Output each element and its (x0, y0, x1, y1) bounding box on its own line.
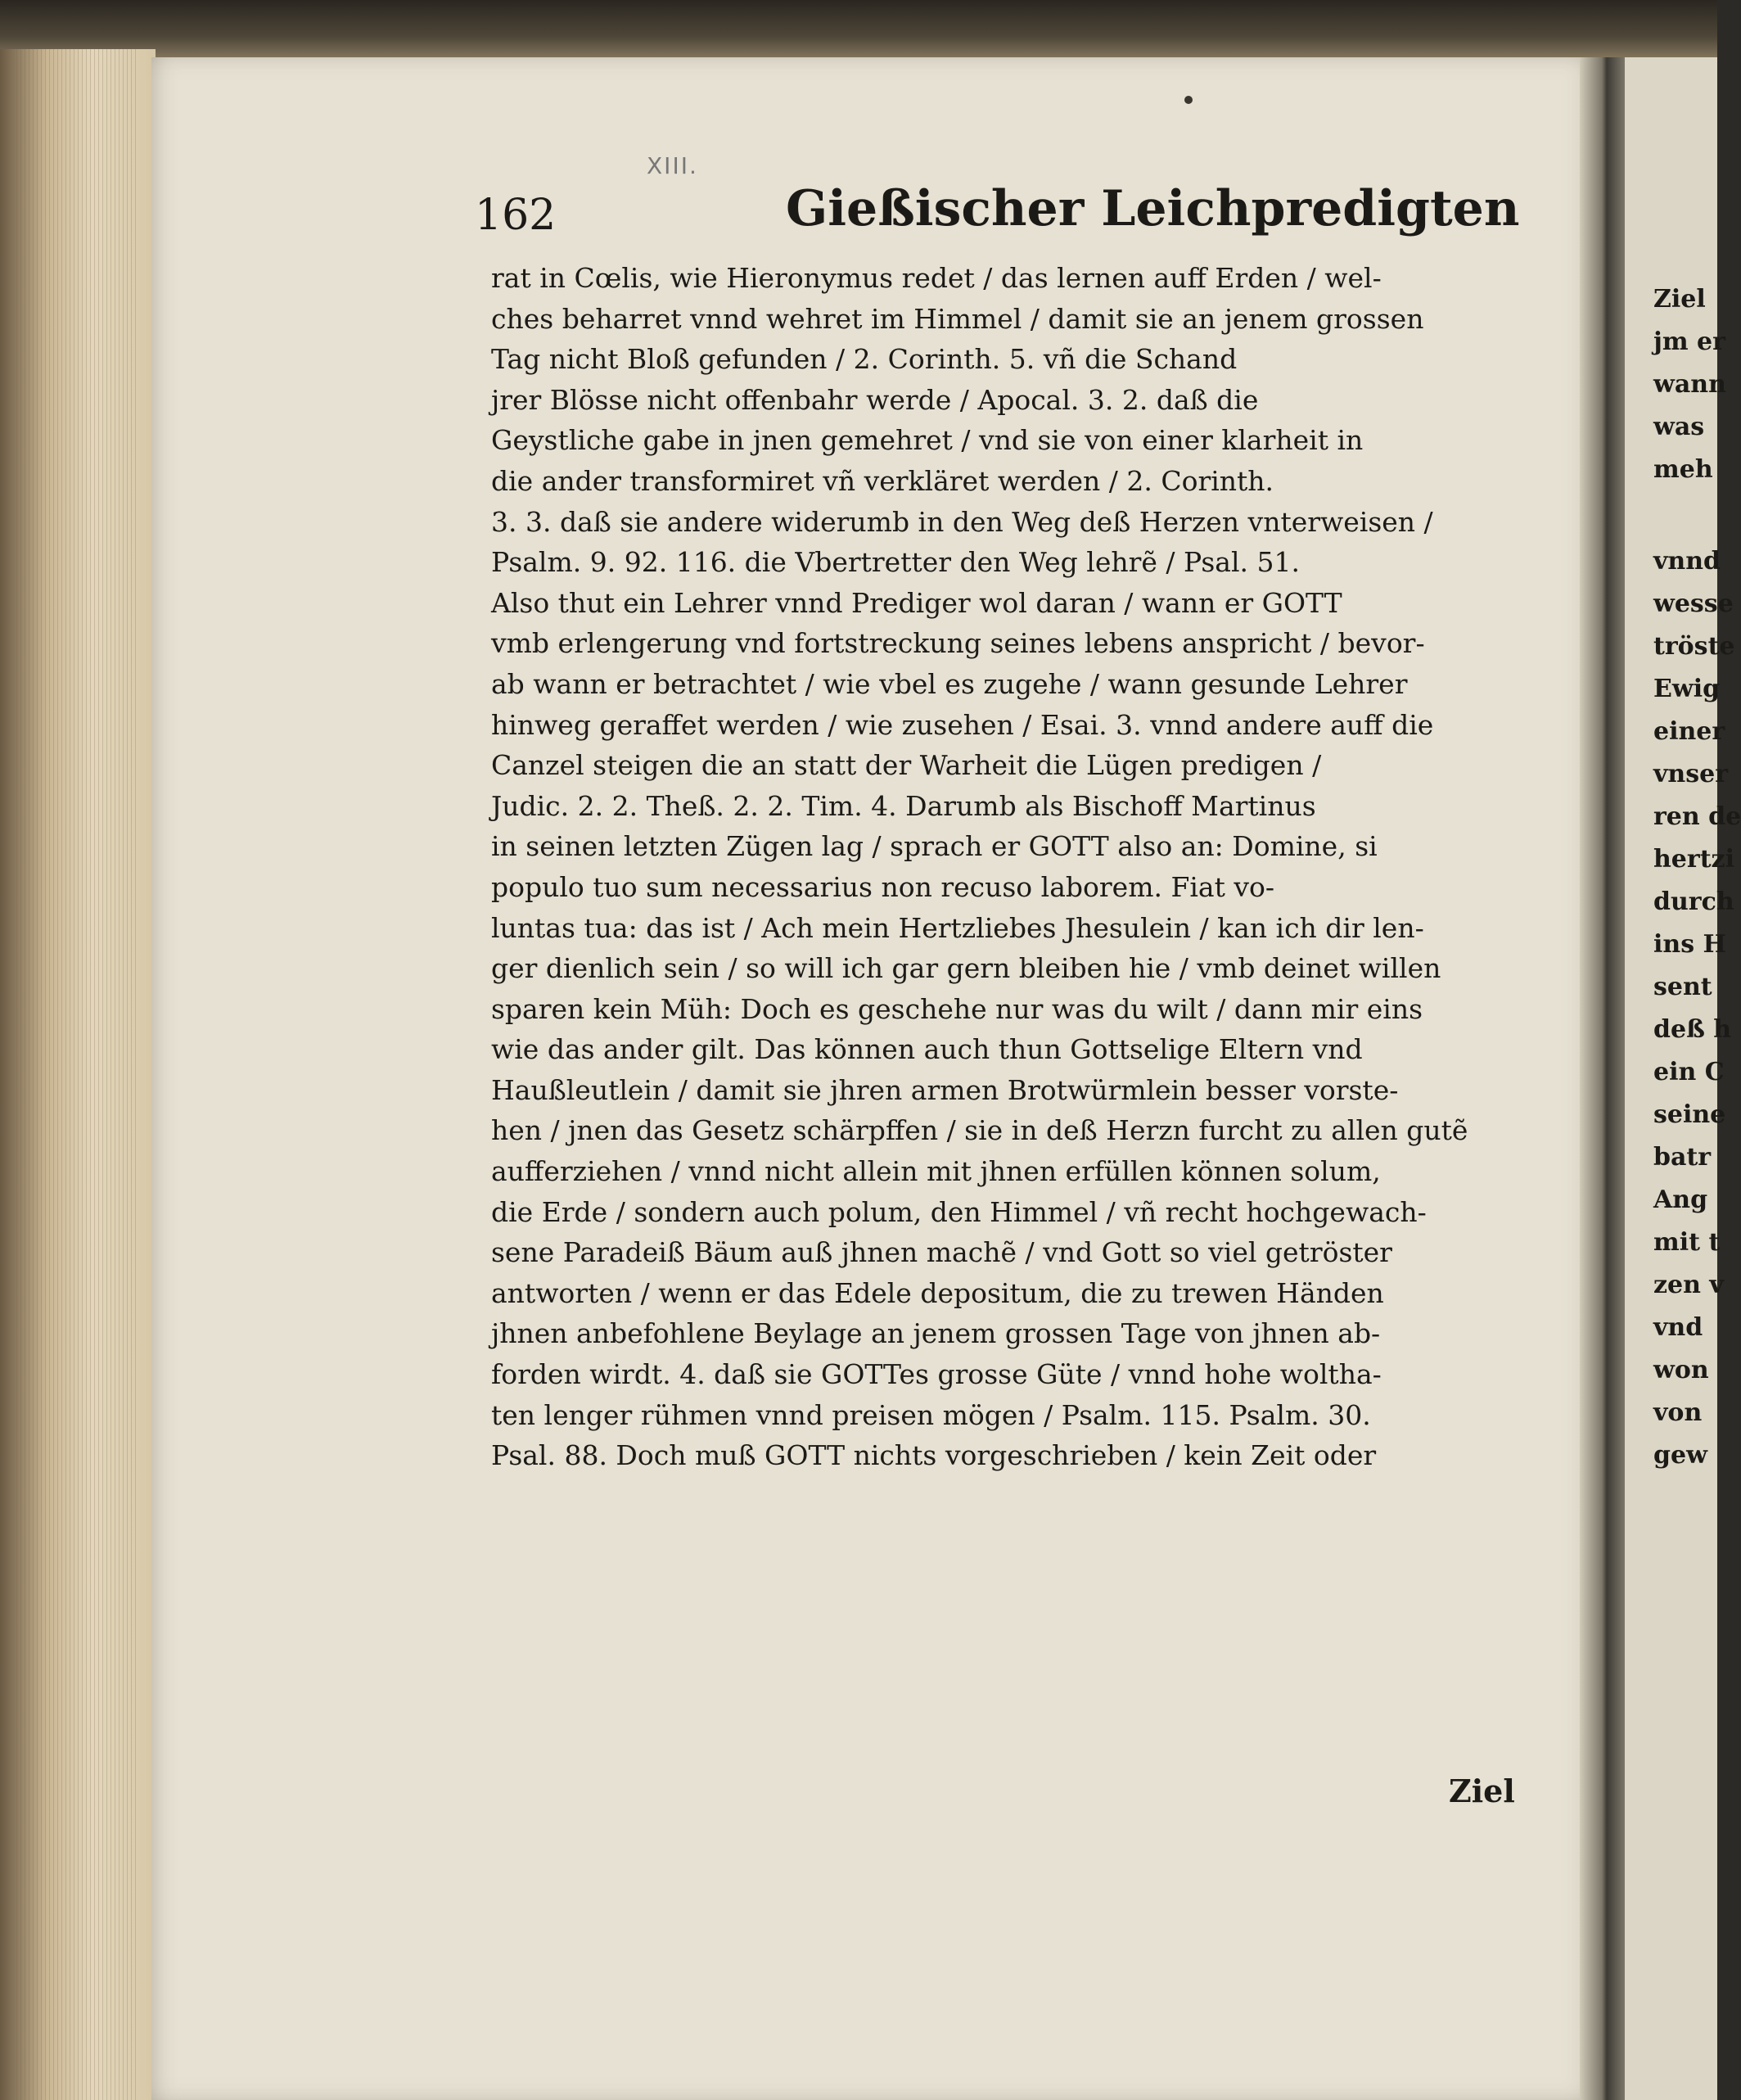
text-line: sene Paradeiß Bäum auß jhnen machẽ / vnd Gott so viel getröster (491, 1236, 1392, 1269)
text-line: antworten / wenn er das Edele depositum, die zu trewen Händen (491, 1276, 1384, 1309)
page-header (458, 176, 1520, 250)
facing-line: tröste (1653, 632, 1735, 661)
facing-line: einer (1653, 717, 1725, 746)
text-line: ab wann er betrachtet / wie vbel es zugehe / wann gesunde Lehrer (491, 667, 1408, 700)
page-number: 162 (475, 191, 557, 240)
facing-line: ein C (1653, 1058, 1725, 1086)
text-line: Geystliche gabe in jnen gemehret / vnd sie von einer klarheit in (491, 424, 1364, 457)
facing-line: won (1653, 1356, 1709, 1384)
facing-line: sent (1653, 973, 1712, 1001)
text-line: Canzel steigen die an statt der Warheit die Lügen predigen / (491, 749, 1322, 782)
text-line: hen / jnen das Gesetz schärpffen / sie in deß Herzn furcht zu allen gutẽ (491, 1114, 1468, 1147)
facing-line: meh (1653, 455, 1713, 484)
text-line: die Erde / sondern auch polum, den Himmel / vñ recht hochgewach- (491, 1195, 1427, 1228)
facing-line: wann (1653, 370, 1726, 399)
facing-line: ins H (1653, 930, 1726, 959)
facing-line: zen v (1653, 1271, 1724, 1299)
facing-line: Ewig (1653, 675, 1721, 703)
facing-page-text (1653, 278, 1741, 1477)
text-line: Also thut ein Lehrer vnnd Prediger wol daran / wann er GOTT (491, 586, 1342, 619)
text-line: Psal. 88. Doch muß GOTT nichts vorgeschrieben / kein Zeit oder (491, 1439, 1377, 1472)
running-head: Gießischer Leichpredigten (786, 180, 1520, 237)
facing-line: vnser (1653, 760, 1729, 788)
text-line: luntas tua: das ist / Ach mein Hertzliebes Jhesulein / kan ich dir len- (491, 911, 1424, 944)
facing-line: wesse (1653, 589, 1734, 618)
facing-gap (1653, 491, 1717, 540)
text-line: vmb erlengerung vnd fortstreckung seines lebens anspricht / bevor- (491, 627, 1425, 660)
text-line: Psalm. 9. 92. 116. die Vbertretter den Weg lehrẽ / Psal. 51. (491, 546, 1300, 579)
facing-line: vnnd (1653, 547, 1721, 576)
text-line: in seinen letzten Zügen lag / sprach er GOTT also an: Domine, si (491, 830, 1378, 863)
text-line: ches beharret vnnd wehret im Himmel / damit sie an jenem grossen (491, 302, 1424, 335)
text-line: Haußleutlein / damit sie jhren armen Brotwürmlein besser vorste- (491, 1073, 1399, 1106)
text-line: sparen kein Müh: Doch es geschehe nur was du wilt / dann mir eins (491, 992, 1423, 1025)
text-line: populo tuo sum necessarius non recuso laborem. Fiat vo- (491, 870, 1274, 903)
facing-line: von (1653, 1398, 1703, 1427)
facing-line: seine (1653, 1100, 1726, 1129)
body-text (491, 258, 1547, 1476)
facing-line: vnd (1653, 1313, 1703, 1342)
facing-line: durch (1653, 887, 1734, 916)
book-gutter (1580, 57, 1629, 2100)
text-line: hinweg geraffet werden / wie zusehen / Esai. 3. vnnd andere auff die (491, 708, 1434, 741)
facing-line: hertzi (1653, 845, 1734, 874)
facing-line: Ziel (1653, 285, 1706, 314)
facing-line: Ang (1653, 1185, 1708, 1214)
marginal-note: XIII. (647, 152, 698, 179)
text-line: Judic. 2. 2. Theß. 2. 2. Tim. 4. Darumb als Bischoff Martinus (491, 789, 1316, 822)
text-line: wie das ander gilt. Das können auch thun Gottselige Eltern vnd (491, 1033, 1363, 1066)
text-line: 3. 3. daß sie andere widerumb in den Weg deß Herzen vnterweisen / (491, 505, 1433, 538)
text-line: Tag nicht Bloß gefunden / 2. Corinth. 5. vñ die Schand (491, 343, 1238, 376)
page-edge-lines (16, 49, 139, 2100)
facing-line: batr (1653, 1143, 1712, 1172)
text-line: jrer Blösse nicht offenbahr werde / Apocal. 3. 2. daß die (491, 383, 1259, 416)
book-top-edge (0, 0, 1717, 61)
text-line: ger dienlich sein / so will ich gar gern bleiben hie / vmb deinet willen (491, 952, 1441, 985)
facing-line: jm er (1653, 327, 1725, 356)
ink-spot (1184, 96, 1193, 104)
catchword: Ziel (1449, 1773, 1515, 1809)
facing-line: was (1653, 413, 1705, 441)
text-line: aufferziehen / vnnd nicht allein mit jhnen erfüllen können solum, (491, 1155, 1381, 1188)
text-line: forden wirdt. 4. daß sie GOTTes grosse Güte / vnnd hohe woltha- (491, 1358, 1382, 1391)
text-line: die ander transformiret vñ verkläret werden / 2. Corinth. (491, 464, 1274, 497)
facing-line: mit t (1653, 1228, 1721, 1257)
facing-line: gew (1653, 1441, 1707, 1470)
facing-line: ren de (1653, 802, 1741, 831)
text-line: jhnen anbefohlene Beylage an jenem grossen Tage von jhnen ab- (491, 1317, 1381, 1350)
text-line: ten lenger rühmen vnnd preisen mögen / Psalm. 115. Psalm. 30. (491, 1398, 1371, 1431)
facing-line: deß h (1653, 1015, 1732, 1044)
text-line: rat in Cœlis, wie Hieronymus redet / das lernen auff Erden / wel- (491, 262, 1382, 294)
